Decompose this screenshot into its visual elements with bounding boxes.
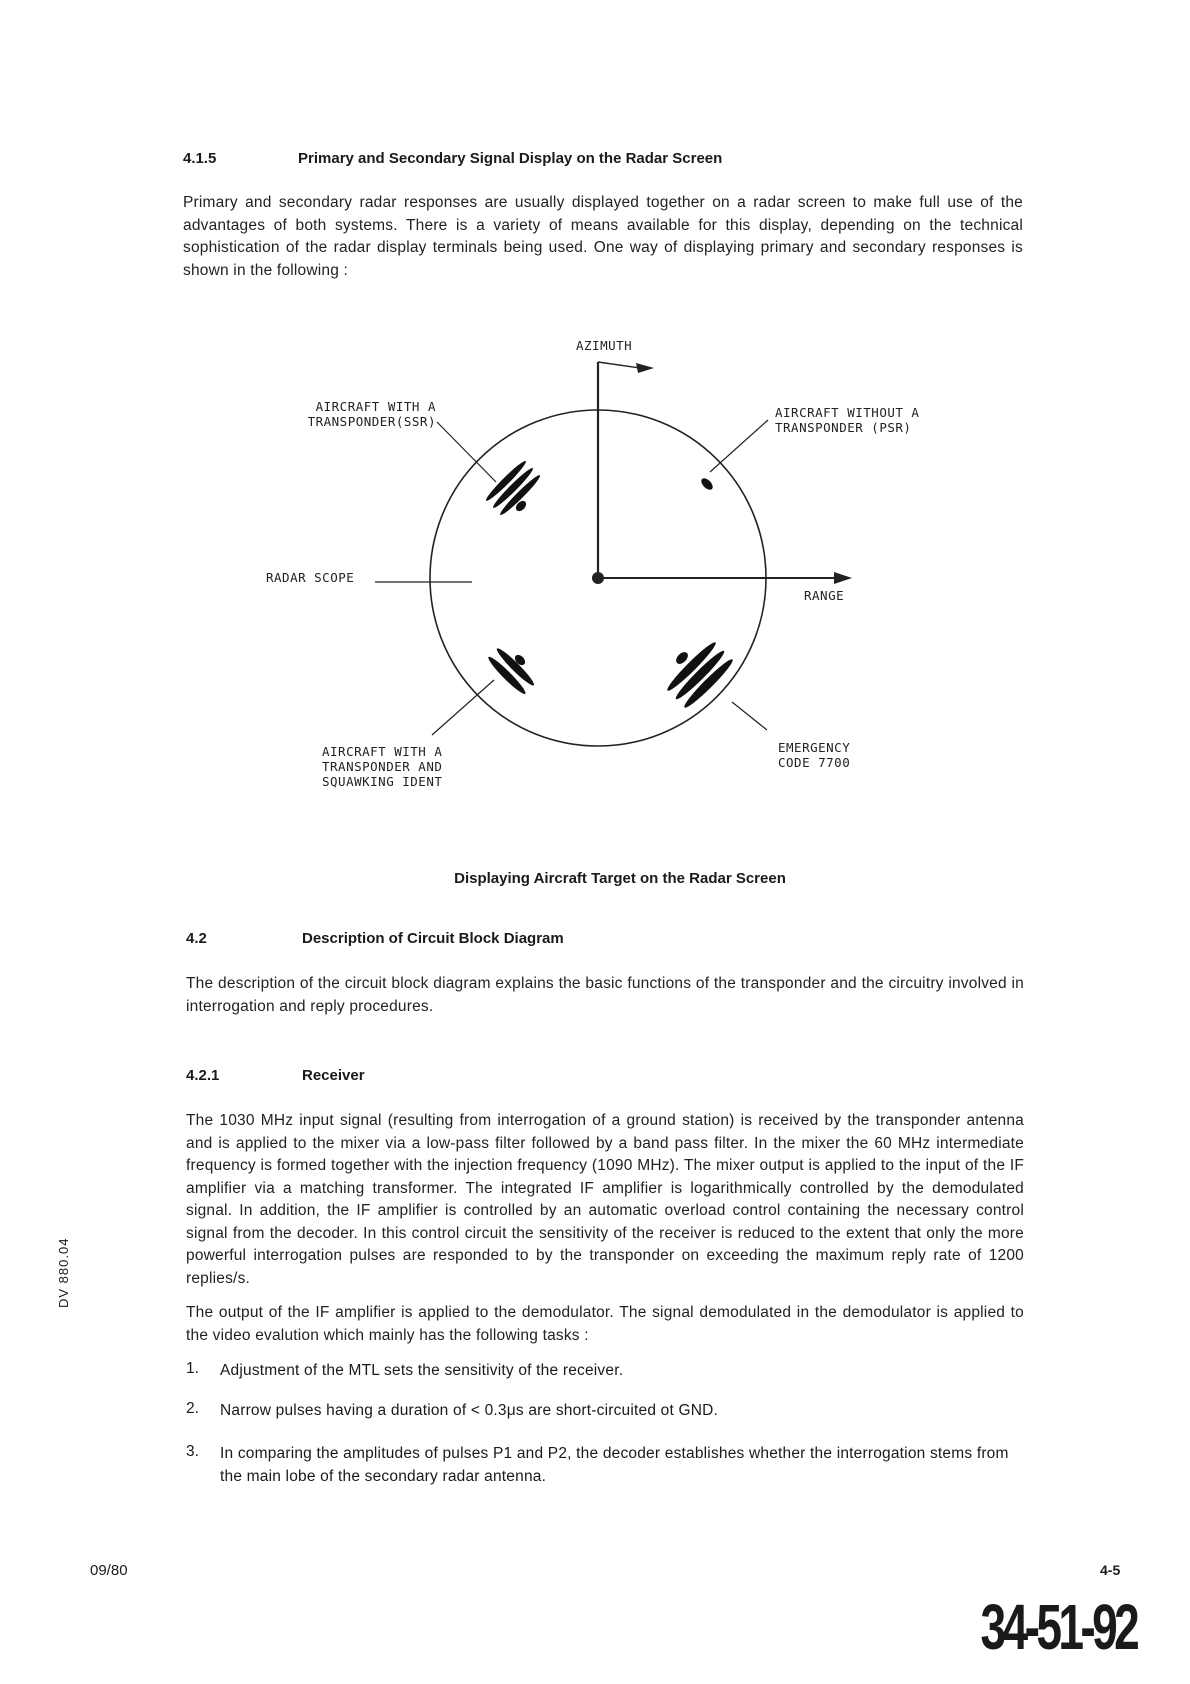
- page-number: 4-5: [1100, 1562, 1121, 1578]
- range-label: RANGE: [804, 588, 845, 603]
- emergency-target-icon: [664, 639, 735, 710]
- list-item: In comparing the amplitudes of pulses P1 and P2, the decoder establishes whether the interrogation stems from the main lobe of the secondary radar antenna.: [220, 1445, 1009, 1485]
- list-item: Narrow pulses having a duration of < 0.3μs are short-circuited ot GND.: [220, 1402, 719, 1419]
- footer-date: 09/80: [90, 1562, 128, 1579]
- emergency-leader: [732, 702, 767, 730]
- ssr-target-icon: [484, 459, 543, 518]
- psr-leader: [710, 420, 768, 472]
- side-reference: DV 880.04: [56, 1237, 71, 1308]
- radar-scope-label: RADAR SCOPE: [266, 570, 355, 585]
- ident-target-icon: [486, 646, 537, 697]
- list-item-number: 1.: [186, 1360, 199, 1377]
- document-number: 34-51-92: [980, 1591, 1136, 1663]
- section-number: 4.2: [186, 930, 207, 947]
- section-paragraph: The description of the circuit block diagram explains the basic functions of the transponder and the circuitry involved in interrogation and reply procedures.: [186, 975, 1024, 1015]
- section-number: 4.1.5: [183, 150, 217, 167]
- psr-label: AIRCRAFT WITHOUT A TRANSPONDER (PSR): [775, 405, 920, 435]
- section-number: 4.2.1: [186, 1067, 220, 1084]
- receiver-paragraph-1: The 1030 MHz input signal (resulting from interrogation of a ground station) is received by the transponder antenna and is applied to the mixer via a low-pass filter followed by a band pass filter. In the mixer the 60 MHz intermediate frequency is formed together with the injection frequency (1090 MHz). The mixer output is applied to the input of the IF amplifier via a matching transformer. The integrated IF amplifier is logarithmically controlled by the demodulated signal. In addition, the IF amplifier is controlled by an automatic overload control containing the necessary control signal from the decoder. In this control circuit the sensitivity of the receiver is reduced to the extent that only the more powerful interrogation pulses are responded to by the transponder on exceeding the maximum reply rate of 1200 replies/s.: [186, 1112, 1024, 1287]
- ident-leader: [432, 680, 494, 735]
- list-item: Adjustment of the MTL sets the sensitivity of the receiver.: [220, 1362, 624, 1379]
- psr-target-icon: [699, 476, 715, 492]
- ident-label: AIRCRAFT WITH A TRANSPONDER AND SQUAWKING IDENT: [322, 744, 443, 789]
- list-item-number: 2.: [186, 1400, 199, 1417]
- section-title: Description of Circuit Block Diagram: [302, 930, 564, 947]
- radar-diagram: [0, 320, 1190, 800]
- figure-caption: Displaying Aircraft Target on the Radar Screen: [454, 870, 786, 887]
- azimuth-label: AZIMUTH: [576, 338, 633, 353]
- section-title: Primary and Secondary Signal Display on the Radar Screen: [298, 150, 723, 167]
- ssr-label: AIRCRAFT WITH A TRANSPONDER(SSR): [307, 399, 436, 429]
- emergency-label: EMERGENCY CODE 7700: [778, 740, 851, 770]
- azimuth-arrow-icon: [636, 363, 654, 373]
- range-arrow-icon: [834, 572, 852, 584]
- section-title: Receiver: [302, 1067, 365, 1084]
- section-paragraph: Primary and secondary radar responses are usually displayed together on a radar screen to make full use of the advantages of both systems. There is a variety of means available for this display, depending on the technical sophistication of the radar display terminals being used. One way of displaying primary and secondary responses is shown in the following :: [183, 194, 1023, 279]
- receiver-paragraph-2: The output of the IF amplifier is applied to the demodulator. The signal demodulated in the demodulator is applied to the video evalution which mainly has the following tasks :: [186, 1304, 1024, 1344]
- radar-center-dot: [592, 572, 604, 584]
- list-item-number: 3.: [186, 1443, 199, 1460]
